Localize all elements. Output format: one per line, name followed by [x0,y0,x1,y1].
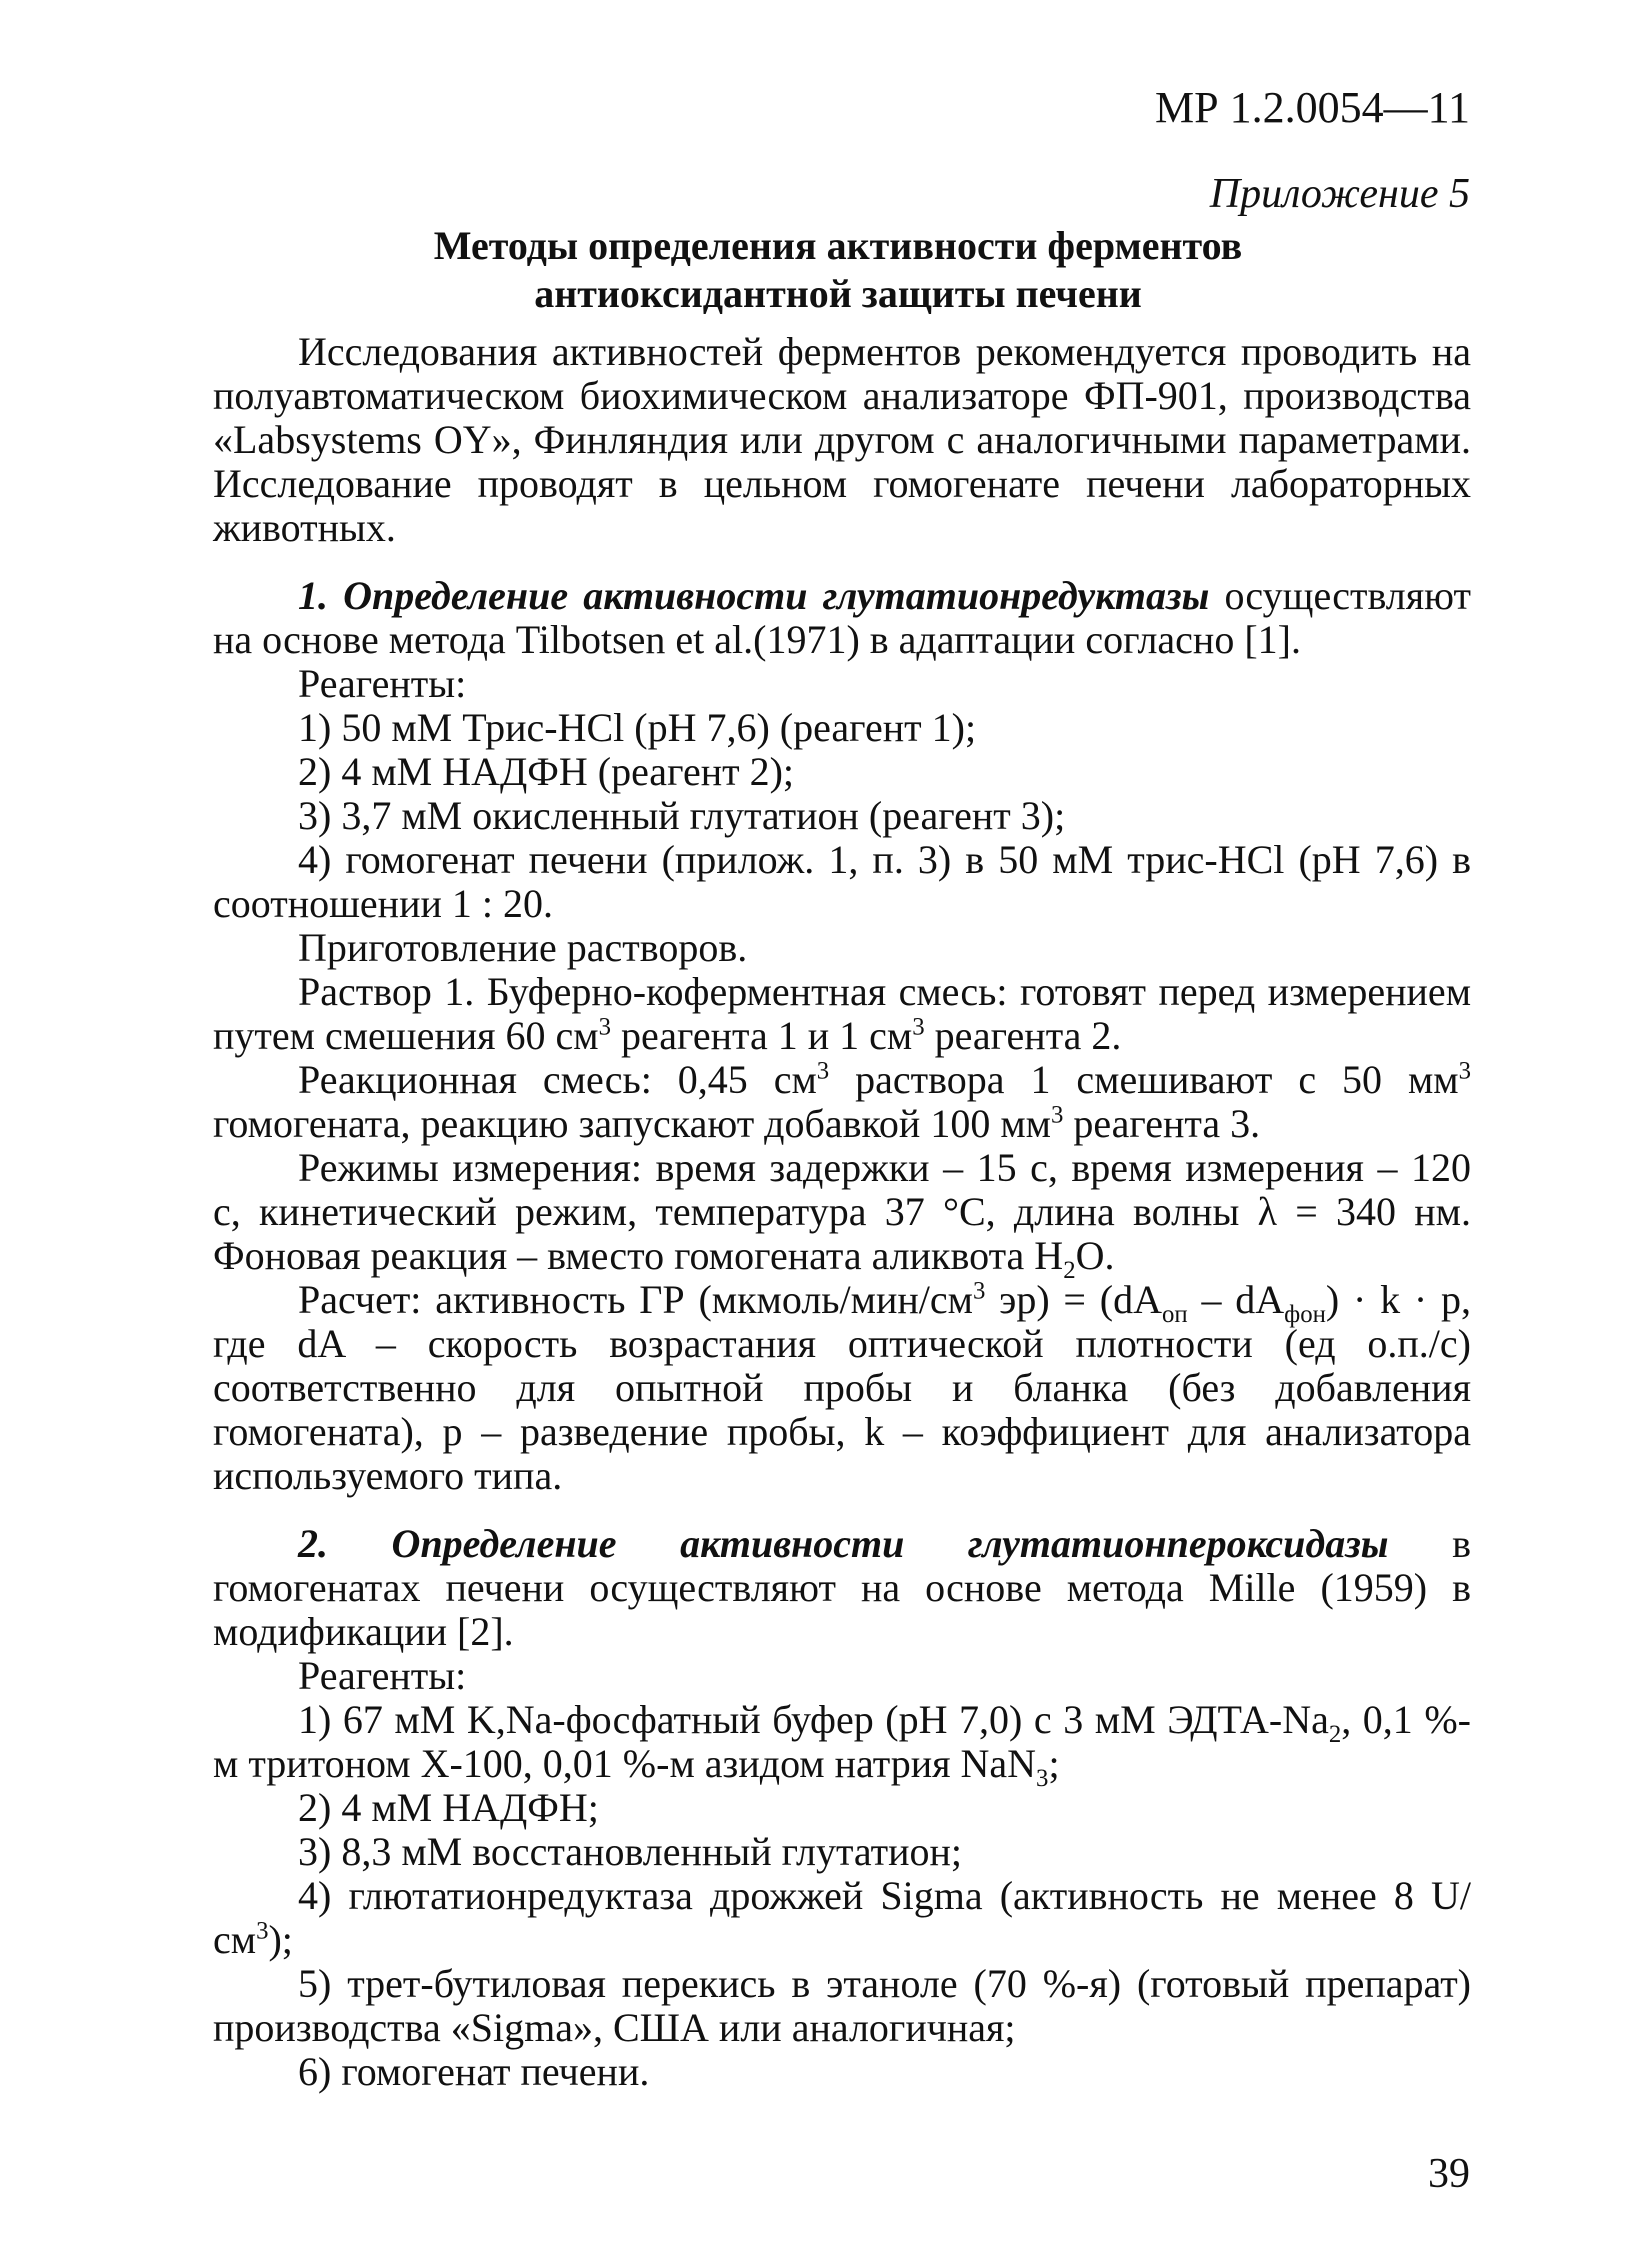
section-1-reagent-1: 1) 50 мМ Трис-HCl (pH 7,6) (реагент 1); [298,705,977,750]
section-1-reagent-4: 4) гомогенат печени (прилож. 1, п. 3) в 50 мМ трис-HCl (pH 7,6) в соотношении 1 : 20. [213,837,1471,926]
section-2-paragraph [213,1522,1471,1654]
section-2-reagent-6: 6) гомогенат печени. [298,2049,650,2094]
solutions-prep-label: Приготовление растворов. [298,925,748,970]
section-1-reagents-label: Реагенты: [298,661,467,706]
section-1-reagent-2: 2) 4 мМ НАДФН (реагент 2); [298,749,795,794]
document-code: МР 1.2.0054—11 [1155,83,1470,132]
appendix-label: Приложение 5 [1209,171,1470,217]
section-2-reagent-1: 1) 67 мМ K,Na-фосфатный буфер (pH 7,0) с 3 мМ ЭДТА-$Na_2$, 0,1 %-м тритоном X-100, 0,01 %-м азидом натрия NaN$_3$; [213,1697,1471,1792]
section-title [213,222,1463,318]
title-line-1: Методы определения активности ферментов [433,223,1243,268]
solution-1-paragraph: Раствор 1. Буферно-коферментная смесь: готовят перед измерением путем смешения 60 $см^3$ реагента 1 и 1 $см^3$ реагента 2. [213,969,1471,1058]
section-2-reagent-2: 2) 4 мМ НАДФН; [298,1785,599,1830]
title-line-2: антиоксидантной защиты печени [534,271,1142,316]
calculation-paragraph: Расчет: активность ГР ($мкмоль/мин/см^3$ $эр) = (dA_{оп} - dA_{фон}) \cdot k \cdot p$, где dA – скорость возрастания оптической плотности (ед о.п./с) соответственно для опытной пробы и бланка (без добавления гомогената), p – разведение пробы, k – коэффициент для анализатора используемого типа. [213,1277,1471,1498]
document-body [213,330,1471,2094]
reaction-mix-paragraph: Реакционная смесь: 0,45 $см^3$ раствора 1 смешивают с 50 $мм^3$ гомогената, реакцию запускают добавкой 100 $мм^3$ реагента 3. [213,1057,1472,1146]
section-2-reagent-3: 3) 8,3 мМ восстановленный глутатион; [298,1829,963,1874]
section-1-paragraph [213,574,1471,662]
section-1-lead: осуществляют на основе метода Tilbotsen et al.(1971) в адаптации согласно [1]. [213,573,1471,662]
section-2-reagent-4: 4) глютатионредуктаза дрожжей Sigma (активность не менее 8 $U/см^3$); [213,1873,1471,1962]
measurement-modes-paragraph: Режимы измерения: время задержки – 15 с, время измерения – 120 с, кинетический режим, температура 37 °С, длина волны λ = 340 нм. Фоновая реакция – вместо гомогената аликвота $H_2O$. [213,1145,1471,1284]
section-2-lead: в гомогенатах печени осуществляют на основе метода Mille (1959) в модификации [2]. [213,1521,1471,1654]
section-1-reagent-3: 3) 3,7 мМ окисленный глутатион (реагент 3); [298,793,1066,838]
intro-paragraph: Исследования активностей ферментов рекомендуется проводить на полуавтоматическом биохимическом анализаторе ФП-901, производства «Labsystems OY», Финляндия или другом с аналогичными параметрами. Исследование проводят в цельном гомогенате печени лабораторных животных. [213,329,1471,550]
section-2-reagents-label: Реагенты: [298,1653,467,1698]
section-2-reagent-5: 5) трет-бутиловая перекись в этаноле (70 %-я) (готовый препарат) производства «Sigma», США или аналогичная; [213,1961,1471,2050]
page-number: 39 [1428,2151,1470,2197]
section-1-heading: 1. Определение активности глутатионредуктазы [298,573,1210,618]
section-2-heading: 2. Определение активности глутатионпероксидазы [298,1521,1389,1566]
